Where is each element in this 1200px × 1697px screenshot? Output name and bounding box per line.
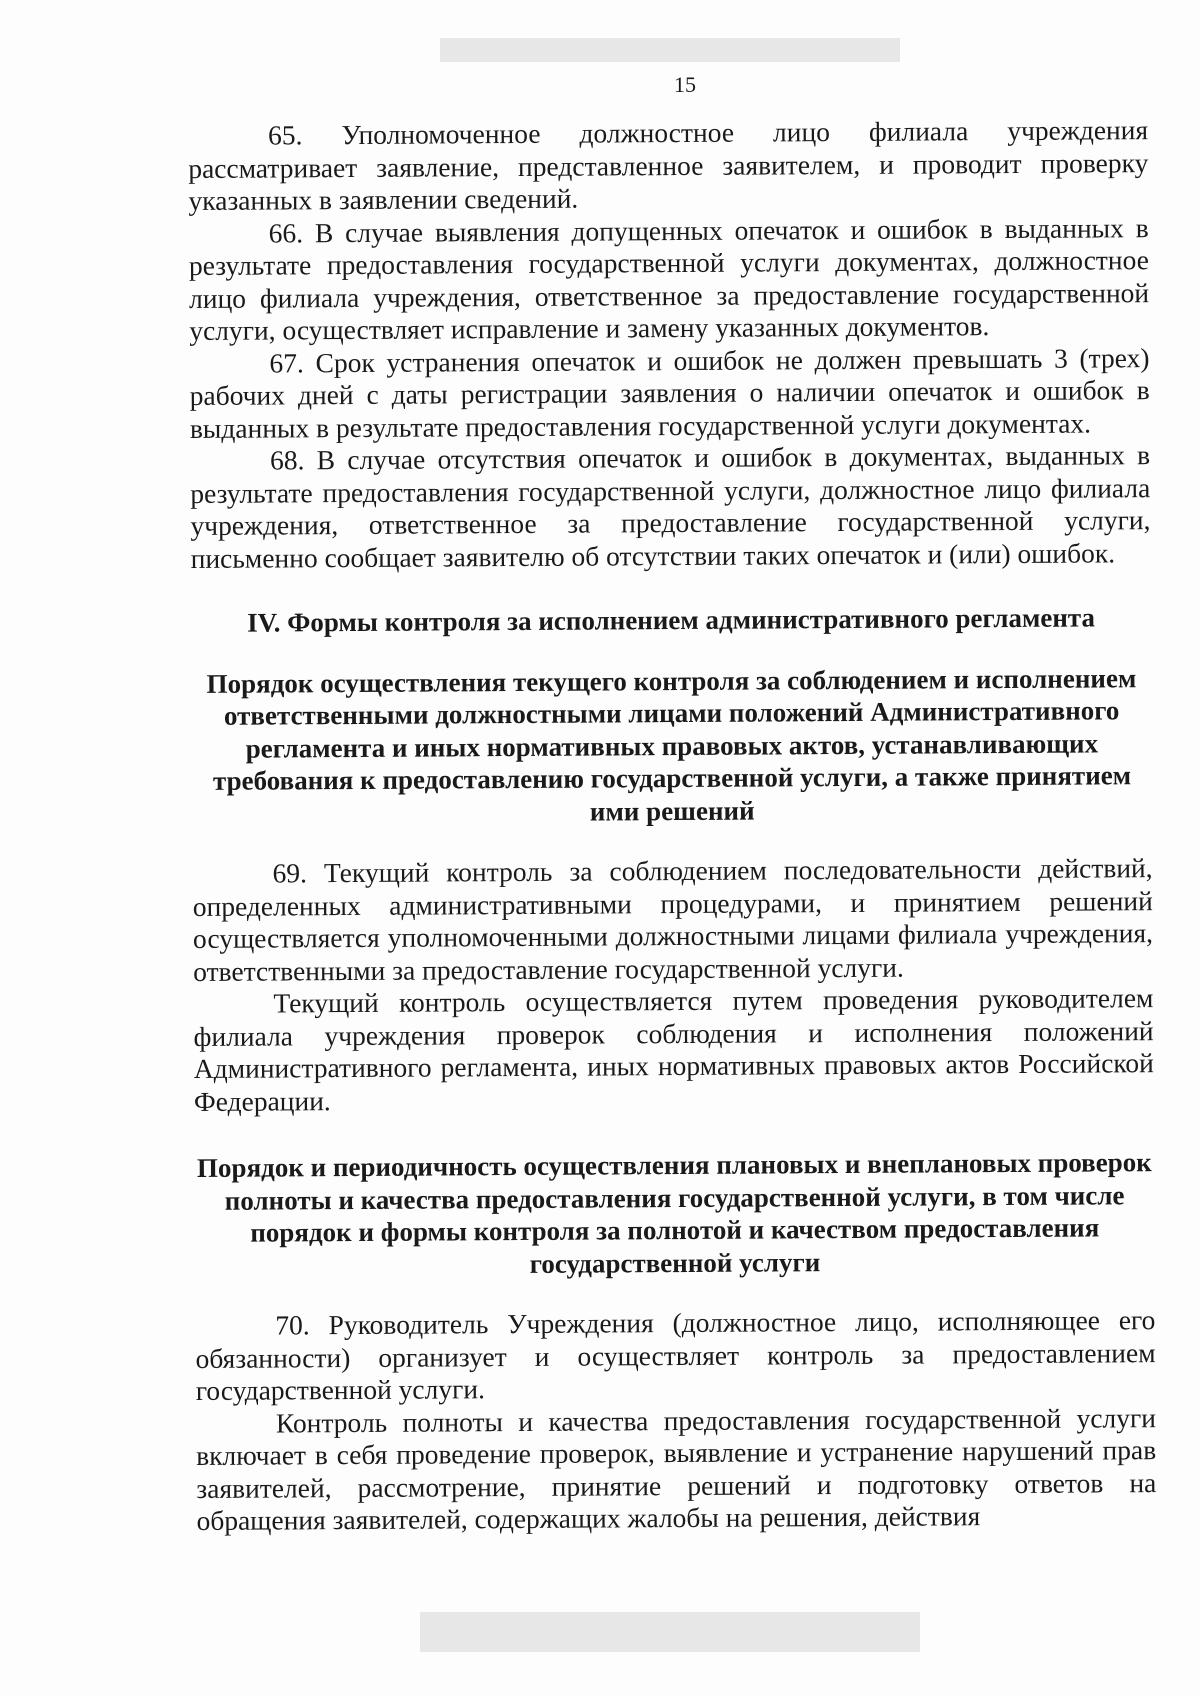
paragraph-66: 66. В случае выявления допущенных опечаток и ошибок в выданных в результате предоставления государственной услуги документах, должностное лицо филиала учреждения, ответственное за предоставление государственной услуги, осуществляет исправление и замену указанных документов. (188, 211, 1150, 346)
paragraph-65: 65. Уполномоченное должностное лицо филиала учреждения рассматривает заявление, представленное заявителем, и проводит проверку указанных в заявлении сведений. (188, 114, 1149, 216)
paragraph-68: 68. В случае отсутствия опечаток и ошибок в документах, выданных в результате предоставления государственной услуги, должностное лицо филиала учреждения, ответственное за предоставление государственной услуги, письменно сообщает заявителю об отсутствии таких опечаток и (или) ошибок. (190, 439, 1151, 574)
paragraph-70: 70. Руководитель Учреждения (должностное лицо, исполняющее его обязанности) организует и осуществляет контроль за предоставлением государственной услуги. (195, 1304, 1156, 1406)
paragraph-69: 69. Текущий контроль за соблюдением последовательности действий, определенных административными процедурами, и принятием решений осуществляется уполномоченными должностными лицами филиала учреждения, ответственными за предоставление государственной услуги. (192, 852, 1154, 987)
document-body (188, 114, 1157, 1537)
paragraph-67: 67. Срок устранения опечаток и ошибок не должен превышать 3 (трех) рабочих дней с даты регистрации заявления о наличии опечаток и ошибок в выданных в результате предоставления государственной услуги документах. (189, 341, 1150, 444)
subheading-current-control: Порядок осуществления текущего контроля за соблюдением и исполнением ответственными должностными лицами положений Административного регламента и иных нормативных правовых актов, устанавливающих требования к предоставлению государственной услуги, а также принятием ими решений (206, 662, 1137, 827)
paragraph-quality-control: Контроль полноты и качества предоставления государственной услуги включает в себя проведение проверок, выявление и устранение нарушений прав заявителей, рассмотрение, принятие решений и подготовку ответов на обращения заявителей, содержащих жалобы на решения, действия (196, 1401, 1157, 1536)
page-number: 15 (674, 72, 696, 97)
scan-artifact-top (440, 38, 900, 62)
paragraph-current-control: Текущий контроль осуществляется путем проведения руководителем филиала учреждения проверок соблюдения и исполнения положений Административного регламента, иных нормативных правовых актов Российской Федерации. (193, 982, 1154, 1117)
subheading-inspections: Порядок и периодичность осуществления плановых и внеплановых проверок полноты и качества предоставления государственной услуги, в том числе порядок и формы контроля за полнотой и качеством предоставления государственной услуги (196, 1147, 1152, 1279)
section-heading: IV. Формы контроля за исполнением административного регламента (247, 602, 1096, 638)
scan-artifact-bottom (420, 1612, 920, 1652)
